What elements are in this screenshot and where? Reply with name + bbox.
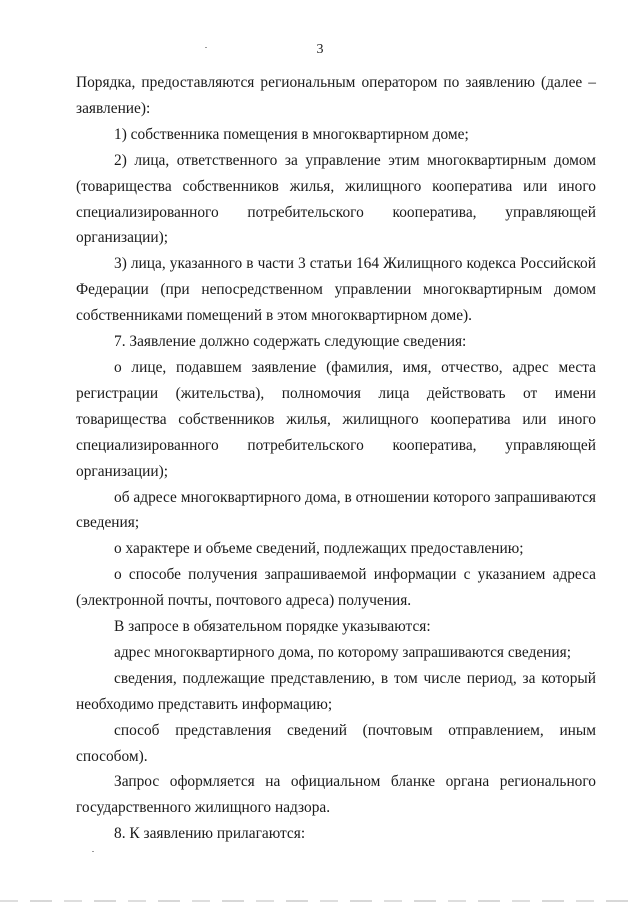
paragraph-section-8: 8. К заявлению прилагаются: [114, 825, 306, 843]
paragraph-applicant: о лице, подавшем заявление (фамилия, имя, отчество, адрес места регистрации (жительства), полномочия лица действовать от имени товарищества собственников жилья, жилищного кооператива или иного специализированного потребительского кооператива, управляющей организации); [76, 358, 596, 480]
paragraph-request-form: Запрос оформляется на официальном бланке органа регионального государственного жилищного надзора. [76, 773, 596, 817]
paragraph-continuation: Порядка, предоставляются региональным оператором по заявлению (далее – заявление): [76, 74, 596, 117]
paragraph-item-1: 1) собственника помещения в многоквартирном доме; [114, 125, 469, 143]
paragraph-request-way: способ представления сведений (почтовым отправлением, иным способом). [76, 721, 596, 765]
document-body [76, 70, 596, 847]
paragraph-request-address: адрес многоквартирного дома, по которому запрашиваются сведения; [114, 643, 571, 661]
paragraph-request-intro: В запросе в обязательном порядке указываются: [114, 618, 431, 636]
scan-speck [92, 851, 94, 852]
scan-edge-artifact [0, 900, 640, 902]
page-number: 3 [316, 42, 324, 57]
paragraph-section-7: 7. Заявление должно содержать следующие сведения: [114, 333, 467, 351]
paragraph-request-period: сведения, подлежащие представлению, в том числе период, за который необходимо представить информацию; [76, 669, 596, 713]
paragraph-method: о способе получения запрашиваемой информации с указанием адреса (электронной почты, почтового адреса) получения. [76, 566, 596, 610]
paragraph-item-3: 3) лица, указанного в части 3 статьи 164 Жилищного кодекса Российской Федерации (при непосредственном управлении многоквартирным домом собственниками помещений в этом многоквартирном доме). [76, 255, 596, 325]
paragraph-item-2: 2) лица, ответственного за управление этим многоквартирным домом (товарищества собственников жилья, жилищного кооператива или иного специализированного потребительского кооператива, управляющей организации); [76, 151, 596, 247]
paragraph-address: об адресе многоквартирного дома, в отношении которого запрашиваются сведения; [76, 488, 596, 532]
paragraph-nature: о характере и объеме сведений, подлежащих предоставлению; [114, 540, 524, 558]
